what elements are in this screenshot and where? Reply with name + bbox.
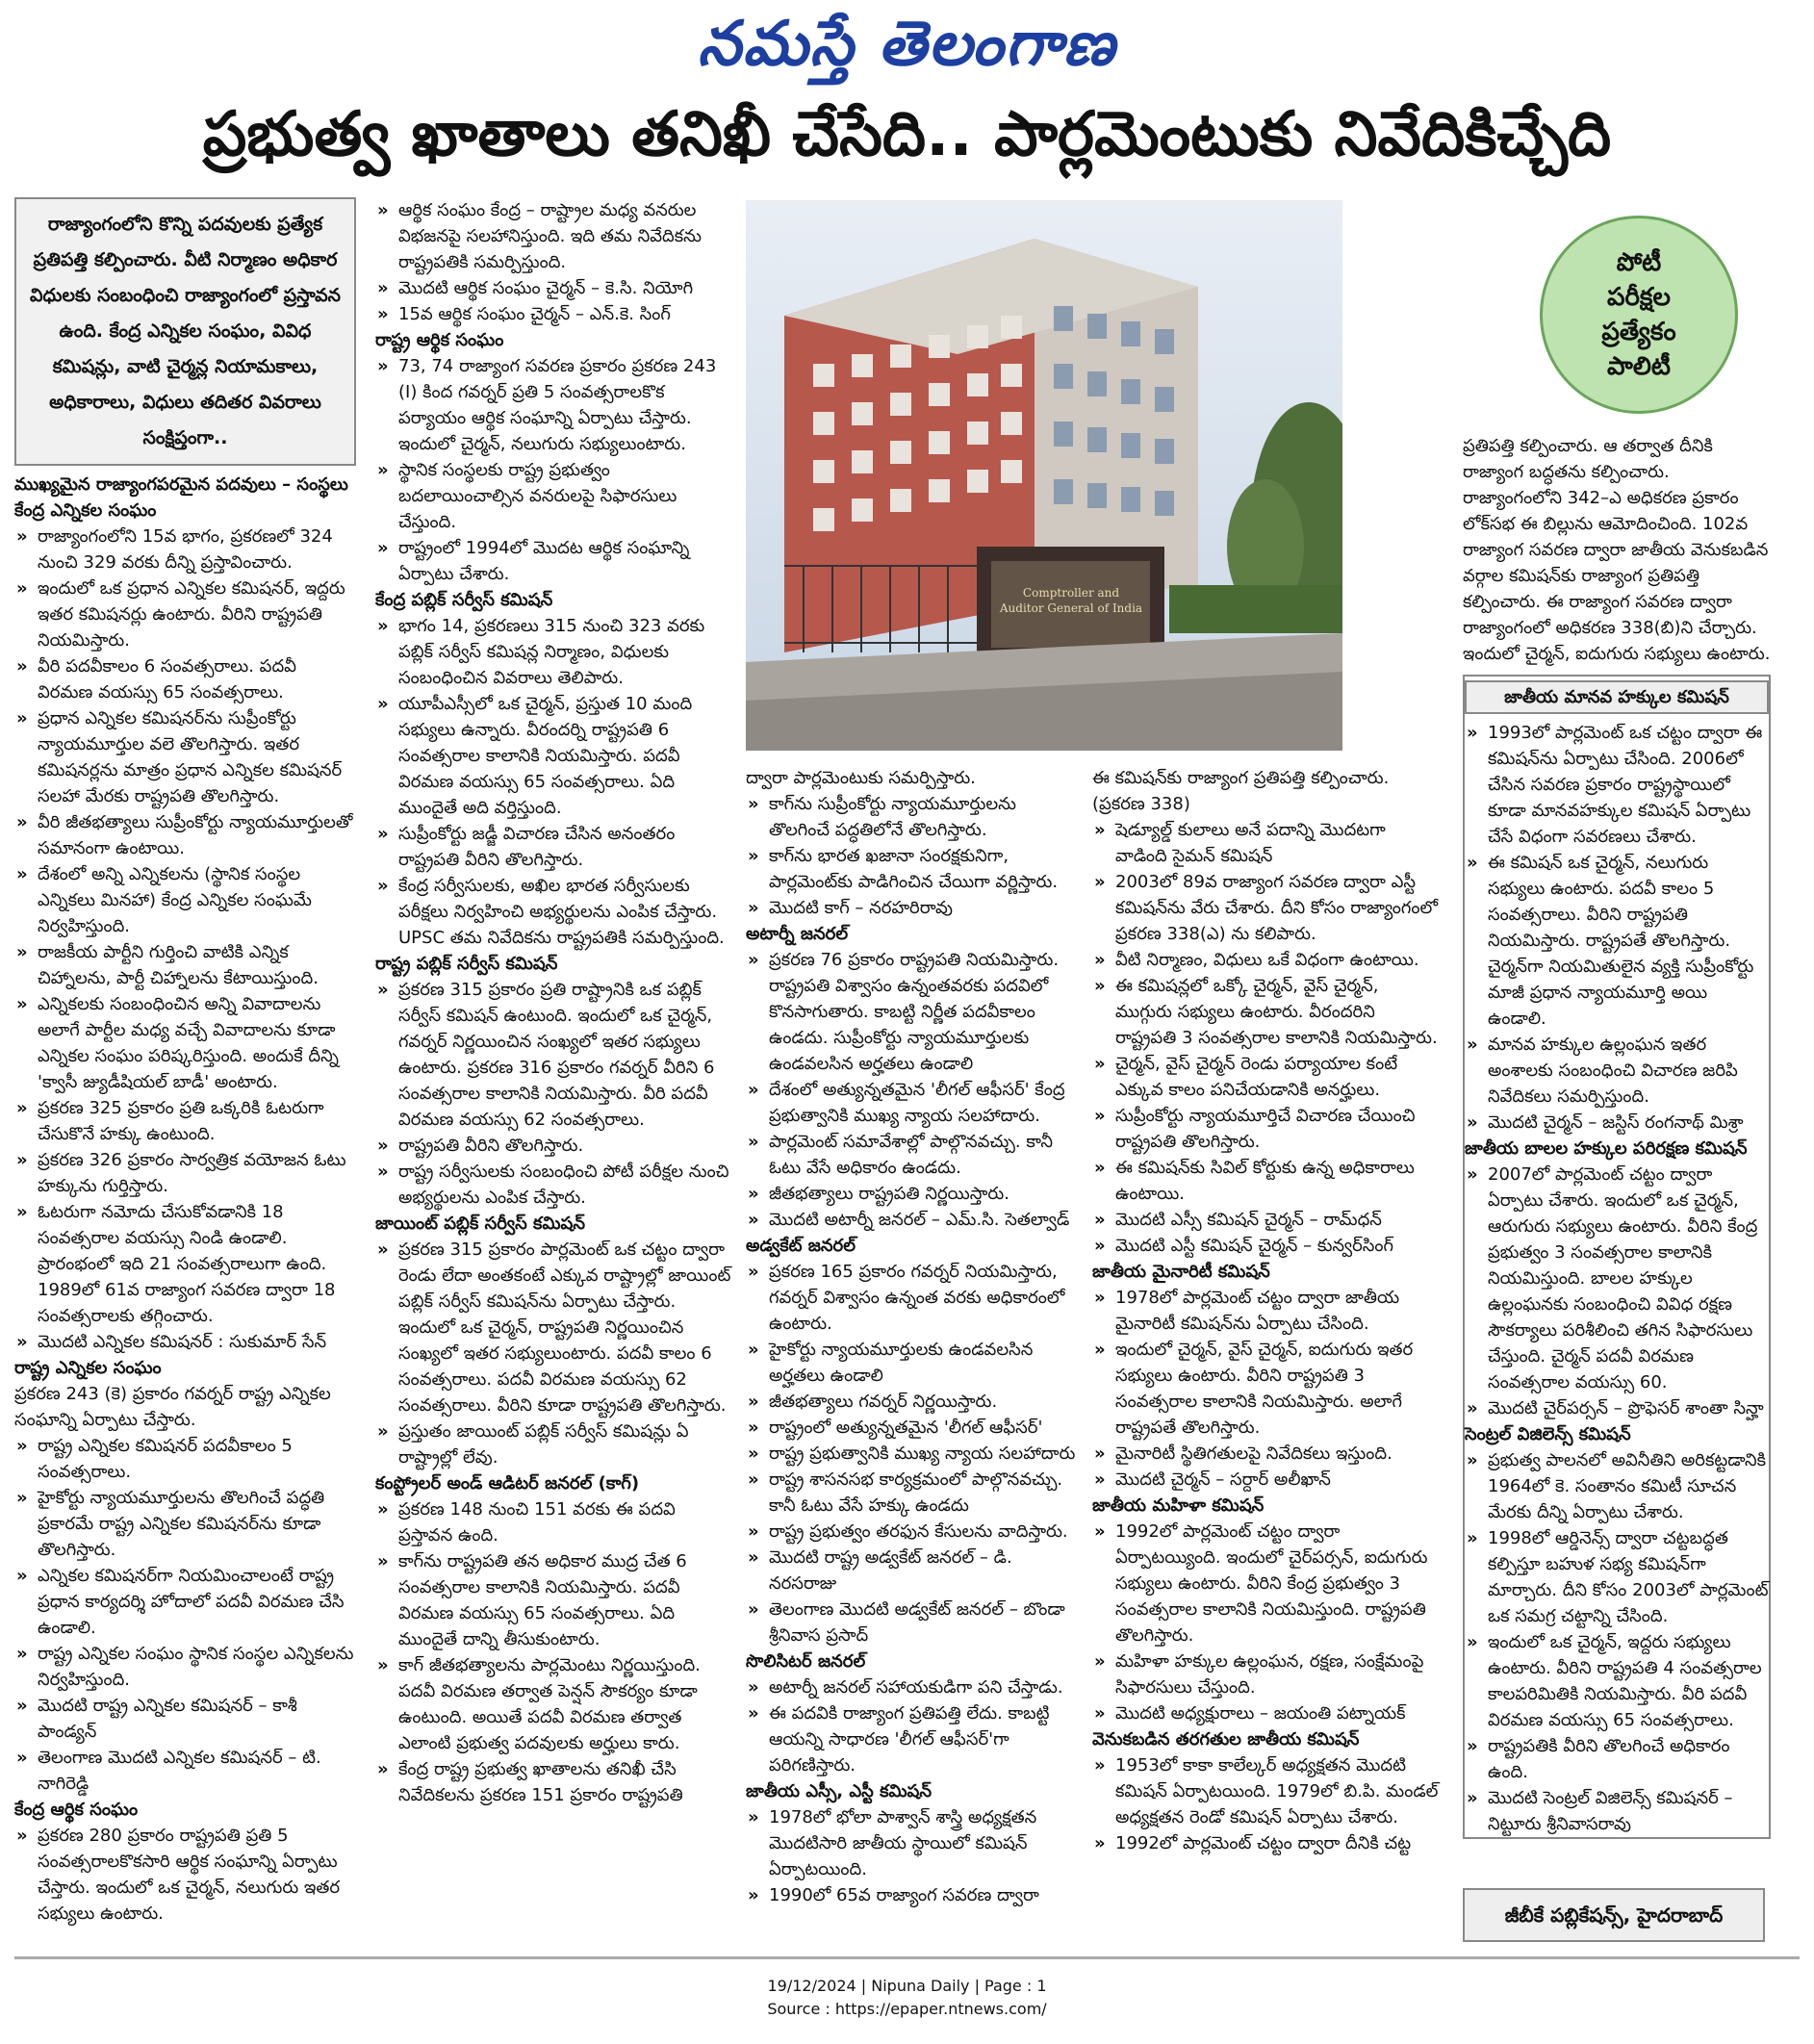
bullet-item: » అటార్నీ జనరల్ సహాయకుడిగా పని చేస్తాడు. (746, 1674, 1078, 1700)
bullet-item: » ప్రభుత్వ పాలనలో అవినీతిని అరికట్టడానికి 1964లో కె. సంతానం కమిటీ సూచన మేరకు దీన్ని ఏర్పాటు చేశారు. (1465, 1447, 1769, 1525)
bullet-item: » దేశంలో అత్యున్నతమైన 'లీగల్ ఆఫీసర్' కేంద్ర ప్రభుత్వానికి ముఖ్య న్యాయ సలహాదారు. (746, 1077, 1078, 1129)
bullet-item: » 1978లో పార్లమెంట్ చట్టం ద్వారా జాతీయ మైనారిటీ కమిషన్‌ను ఏర్పాటు చేసింది. (1092, 1285, 1439, 1337)
footer-divider (14, 1956, 1800, 1959)
bullet-item: » ప్రధాన ఎన్నికల కమిషనర్‌ను సుప్రీంకోర్టు న్యాయమూర్తుల వలె తొలగిస్తారు. ఇతర కమిషనర్లను మాత్రం ప్రధాన ఎన్నికల కమిషనర్ సలహా మేరకు రాష్ట్రపతి తొలగిస్తారు. (14, 705, 356, 809)
bullet-item: » మొదటి ఆర్థిక సంఘం చైర్మన్ – కె.సి. నియోగి (375, 275, 731, 301)
bullet-item: » ప్రకరణ 165 ప్రకారం గవర్నర్ నియమిస్తారు, గవర్నర్ విశ్వాసం ఉన్నంత వరకు అధికారంలో ఉంటారు. (746, 1259, 1078, 1337)
bullet-item: » రాజ్యాంగంలోని 15వ భాగం, ప్రకరణలో 324 నుంచి 329 వరకు దీన్ని ప్రస్తావించారు. (14, 524, 356, 575)
bullet-item: » 1998లో ఆర్డినెన్స్ ద్వారా చట్టబద్ధత కల్పిస్తూ బహుళ సభ్య కమిషన్‌గా మార్చారు. దీని కోసం 2003లో పార్లమెంట్ ఒక సమగ్ర చట్టాన్ని చేసింది. (1465, 1525, 1769, 1629)
bullet-item: » కాగ్‌ను సుప్రీంకోర్టు న్యాయమూర్తులను తొలగించే పద్ధతిలోనే తొలగిస్తారు. (746, 791, 1078, 843)
bullet-item: » పార్లమెంట్ సమావేశాల్లో పాల్గొనవచ్చు. కానీ ఓటు వేసే అధికారం ఉండదు. (746, 1129, 1078, 1181)
bullet-item: » ఈ పదవికి రాజ్యాంగ ప్రతిపత్తి లేదు. కాబట్టి ఆయన్ని సాధారణ 'లీగల్ ఆఫీసర్'గా పరిగణిస్తారు. (746, 1700, 1078, 1778)
bullet-item: » ప్రకరణ 76 ప్రకారం రాష్ట్రపతి నియమిస్తారు. రాష్ట్రపతి విశ్వాసం ఉన్నంతవరకు పదవిలో కొనసాగుతారు. కాబట్టి నిర్ణీత పదవీకాలం ఉండదు. సుప్రీంకోర్టు న్యాయమూర్తులకు ఉండవలసిన అర్హతలు ఉండాలి (746, 947, 1078, 1077)
bullet-item: » 2003లో 89వ రాజ్యాంగ సవరణ ద్వారా ఎస్టీ కమిషన్‌ను వేరు చేశారు. దీని కోసం రాజ్యాంగంలో ప్రకరణ 338(ఎ) ను కలిపారు. (1092, 869, 1439, 947)
bullet-item: » రాష్ట్రంలో అత్యున్నతమైన 'లీగల్ ఆఫీసర్' (746, 1415, 1078, 1441)
paragraph: ప్రకరణ 243 (కె) ప్రకారం గవర్నర్ రాష్ట్ర ఎన్నికల సంఘాన్ని ఏర్పాటు చేస్తారు. (14, 1384, 331, 1430)
bullet-item: » ప్రకరణ 325 ప్రకారం ప్రతి ఒక్కరికి ఓటరుగా చేసుకొనే హక్కు ఉంటుంది. (14, 1095, 356, 1147)
bullet-item: » కాగ్‌ను భారత ఖజానా సంరక్షకునిగా, పార్లమెంట్‌కు పాడిగించిన చేయిగా వర్ణిస్తారు. (746, 843, 1078, 895)
bullet-item: » రాష్ట్ర శాసనసభ కార్యక్రమంలో పాల్గొనవచ్చు. కానీ ఓటు వేసే హక్కు ఉండదు (746, 1467, 1078, 1519)
bullet-item: » రాజకీయ పార్టీని గుర్తించి వాటికి ఎన్నిక చిహ్నాలను, పార్టీ చిహ్నాలను కేటాయిస్తుంది. (14, 939, 356, 991)
footer-source-link[interactable]: Source : https://epaper.ntnews.com/ (767, 2000, 1047, 2018)
bullet-item: » 1992లో పార్లమెంట్ చట్టం ద్వారా దీనికి చట్ట (1092, 1830, 1439, 1856)
bullet-item: » భాగం 14, ప్రకరణలు 315 నుంచి 323 వరకు పబ్లిక్ సర్వీస్ కమిషన్ల నిర్మాణం, విధులకు సంబంధించిన వివరాలు తెలిపారు. (375, 613, 731, 691)
bullet-item: » 73, 74 రాజ్యాంగ సవరణ ప్రకారం ప్రకరణ 243 (I) కింద గవర్నర్ ప్రతి 5 సంవత్సరాలకొక పర్యాయం ఆర్థిక సంఘాన్ని ఏర్పాటు చేస్తారు. ఇందులో చైర్మన్, నలుగురు సభ్యులుంటారు. (375, 353, 731, 457)
bullet-item: » ఈ కమిషన్లలో ఒక్కో చైర్మన్, వైస్ చైర్మన్, ముగ్గురు సభ్యులు ఉంటారు. వీరందరిని రాష్ట్రపతి 3 సంవత్సరాల కాలానికి నియమిస్తారు. (1092, 973, 1439, 1051)
bullet-item: » ఎన్నికలకు సంబంధించిన అన్ని వివాదాలను అలాగే పార్టీల మధ్య వచ్చే వివాదాలను కూడా ఎన్నికల సంఘం పరిష్కరిస్తుంది. అందుకే దీన్ని 'క్వాసీ జ్యుడీషియల్ బాడీ' అంటారు. (14, 991, 356, 1095)
plaque-line-1: Comptroller and (1022, 586, 1120, 600)
bullet-item: » 2007లో పార్లమెంట్ చట్టం ద్వారా ఏర్పాటు చేశారు. ఇందులో ఒక చైర్మన్, ఆరుగురు సభ్యులు ఉంటారు. వీరిని కేంద్ర ప్రభుత్వం 3 సంవత్సరాల కాలానికి నియమిస్తుంది. బాలల హక్కుల ఉల్లంఘనకు సంబంధించి వివిధ రక్షణ సౌకర్యాలు పరిశీలించి తగిన సిఫారసులు చేస్తుంది. చైర్మన్ పదవీ విరమణ సంవత్సరాల వయస్సు 60. (1465, 1162, 1769, 1395)
section-heading: జాతీయ మహిళా కమిషన్ (1092, 1495, 1265, 1516)
section-heading: జాతీయ మైనారిటీ కమిషన్ (1092, 1262, 1270, 1282)
bullet-item: » ఈ కమిషన్ ఒక చైర్మన్, నలుగురు సభ్యులు ఉంటారు. పదవీ కాలం 5 సంవత్సరాలు. వీరిని రాష్ట్రపతి నియమిస్తారు. రాష్ట్రపతే తొలగిస్తారు. చైర్మన్‌గా నియమితులైన వ్యక్తి సుప్రీంకోర్టు మాజీ ప్రధాన న్యాయమూర్తి అయి ఉండాలి. (1465, 850, 1769, 1032)
column-5 (1463, 433, 1771, 1839)
bullet-item: » మొదటి కాగ్ – నరహరిరావు (746, 895, 1078, 921)
bullet-item: » జీతభత్యాలు రాష్ట్రపతి నిర్ణయిస్తారు. (746, 1181, 1078, 1207)
badge-line-1: పోటీ (1616, 248, 1662, 277)
bullet-item: » మైనారిటీ స్థితిగతులపై నివేదికలు ఇస్తుంది. (1092, 1441, 1439, 1467)
bullet-item: » మహిళా హక్కుల ఉల్లంఘన, రక్షణ, సంక్షేమంపై సిఫారసులు చేస్తుంది. (1092, 1648, 1439, 1700)
bullet-item: » రాష్ట్ర ఎన్నికల కమిషనర్ పదవీకాలం 5 సంవత్సరాలు. (14, 1433, 356, 1485)
section-heading: ముఖ్యమైన రాజ్యాంగపరమైన పదవులు – సంస్థలు కేంద్ర ఎన్నికల సంఘం (14, 474, 348, 521)
column-2 (375, 197, 731, 1808)
bullet-item: » తెలంగాణ మొదటి అడ్వకేట్ జనరల్ – బొండా శ్రీనివాస ప్రసాద్ (746, 1597, 1078, 1648)
bullet-item: » ప్రకరణ 148 నుంచి 151 వరకు ఈ పదవి ప్రస్తావన ఉంది. (375, 1496, 731, 1548)
building-illustration (746, 200, 1342, 751)
masthead-logo: నమస్తే తెలంగాణ (697, 8, 1117, 80)
footer-date-line: 19/12/2024 | Nipuna Daily | Page : 1 (767, 1977, 1047, 1995)
section-heading: జాయింట్ పబ్లిక్ సర్వీస్ కమిషన్ (375, 1214, 585, 1234)
badge-line-4: పాలిటీ (1607, 352, 1671, 381)
column-4 (1092, 765, 1439, 1856)
headline: ప్రభుత్వ ఖాతాలు తనిఖీ చేసేది.. పార్లమెంటుకు నివేదికిచ్చేది (202, 99, 1612, 170)
bullet-item: » మొదటి సెంట్రల్ విజిలెన్స్ కమిషనర్ – నిట్టూరు శ్రీనివాసరావు (1465, 1785, 1769, 1837)
bullet-item: » 1953లో కాకా కాలేల్కర్ అధ్యక్షతన మొదటి కమిషన్ ఏర్పాటయింది. 1979లో బి.పి. మండల్ అధ్యక్షతన రెండో కమిషన్ ఏర్పాటు చేశారు. (1092, 1752, 1439, 1830)
bullet-item: » రాష్ట్రపతికి వీరిని తొలగించే అధికారం ఉంది. (1465, 1733, 1769, 1785)
bullet-item: » ప్రకరణ 280 ప్రకారం రాష్ట్రపతి ప్రతి 5 సంవత్సరాలకొకసారి ఆర్థిక సంఘాన్ని ఏర్పాటు చేస్తారు. ఇందులో ఒక చైర్మన్, నలుగురు ఇతర సభ్యులు ఉంటారు. (14, 1823, 356, 1927)
special-badge (1540, 216, 1738, 414)
bullet-item: » రాష్ట్ర సర్వీసులకు సంబంధించి పోటీ పరీక్షల నుంచి అభ్యర్థులను ఎంపిక చేస్తారు. (375, 1159, 731, 1211)
bullet-item: » మొదటి అటార్నీ జనరల్ – ఎమ్.సి. సెతల్వాడ్ (746, 1207, 1078, 1233)
bullet-item: » ప్రస్తుతం జాయింట్ పబ్లిక్ సర్వీస్ కమిషన్లు ఏ రాష్ట్రాల్లో లేవు. (375, 1418, 731, 1470)
section-heading: కేంద్ర పబ్లిక్ సర్వీస్ కమిషన్ (375, 590, 553, 610)
paragraph: ప్రతిపత్తి కల్పించారు. ఆ తర్వాత దీనికి రాజ్యాంగ బద్ధతను కల్పించారు. రాజ్యాంగంలోని 342–ఎ అధికరణ ప్రకారం లోక్‌సభ ఈ బిల్లును ఆమోదించింది. 102వ రాజ్యాంగ సవరణ ద్వారా జాతీయ వెనుకబడిన వర్గాల కమిషన్‌కు రాజ్యాంగ ప్రతిపత్తి కల్పించారు. ఈ రాజ్యాంగ సవరణ ద్వారా రాజ్యాంగంలో అధికరణ 338(బి)ని చేర్చారు. ఇందులో చైర్మన్, ఐదుగురు సభ్యులు ఉంటారు. (1463, 436, 1771, 664)
bullet-item: » మొదటి ఎన్నికల కమిషనర్ : సుకుమార్ సేన్ (14, 1329, 356, 1355)
paragraph: ఈ కమిషన్‌కు రాజ్యాంగ ప్రతిపత్తి కల్పించారు. (ప్రకరణ 338) (1092, 768, 1390, 814)
bullet-item: » మొదటి ఎస్టీ కమిషన్ చైర్మన్ – కున్వర్‌సింగ్ (1092, 1233, 1439, 1259)
bullet-item: » మొదటి చైర్మన్ – సర్దార్ అలీఖాన్ (1092, 1467, 1439, 1493)
bullet-item: » ఆర్థిక సంఘం కేంద్ర – రాష్ట్రాల మధ్య వనరుల విభజనపై సలహానిస్తుంది. ఇది తమ నివేదికను రాష్ట్రపతికి సమర్పిస్తుంది. (375, 197, 731, 275)
bullet-item: » హైకోర్టు న్యాయమూర్తులకు ఉండవలసిన అర్హతలు ఉండాలి (746, 1337, 1078, 1389)
human-rights-box (1463, 675, 1771, 1839)
section-heading: జాతీయ ఎస్సీ, ఎస్టీ కమిషన్ (746, 1781, 932, 1801)
bullet-item: » వీరి జీతభత్యాలు సుప్రీంకోర్టు న్యాయమూర్తులతో సమానంగా ఉంటాయి. (14, 809, 356, 861)
bullet-item: » స్థానిక సంస్థలకు రాష్ట్ర ప్రభుత్వం బదలాయించాల్సిన వనరులపై సిఫారసులు చేస్తుంది. (375, 457, 731, 535)
paragraph: ద్వారా పార్లమెంటుకు సమర్పిస్తారు. (746, 768, 976, 788)
bullet-item: » జీతభత్యాలు గవర్నర్ నిర్ణయిస్తారు. (746, 1389, 1078, 1415)
bullet-item: » ప్రకరణ 315 ప్రకారం ప్రతి రాష్ట్రానికి ఒక పబ్లిక్ సర్వీస్ కమిషన్ ఉంటుంది. ఇందులో ఒక చైర్మన్, గవర్నర్ నిర్ణయించిన సంఖ్యలో ఇతర సభ్యులు ఉంటారు. ప్రకరణ 316 ప్రకారం గవర్నర్ వీరిని 6 సంవత్సరాల కాలానికి నియమిస్తారు. వీరి పదవీ విరమణ వయస్సు 62 సంవత్సరాలు. (375, 977, 731, 1133)
section-heading: రాష్ట్ర ఎన్నికల సంఘం (14, 1358, 162, 1378)
bullet-item: » రాష్ట్ర ప్రభుత్వం తరఫున కేసులను వాదిస్తారు. (746, 1519, 1078, 1545)
cag-building-photo (746, 200, 1342, 751)
bullet-item: » 1993లో పార్లమెంట్ ఒక చట్టం ద్వారా ఈ కమిషన్‌ను ఏర్పాటు చేసింది. 2006లో చేసిన సవరణ ప్రకారం రాష్ట్రస్థాయిలో కూడా మానవహక్కుల కమిషన్ ఏర్పాటు చేసే విధంగా సవరణలు చేశారు. (1465, 720, 1769, 850)
section-heading: వెనుకబడిన తరగతుల జాతీయ కమిషన్ (1092, 1729, 1360, 1750)
cag-plaque (994, 585, 1148, 616)
bullet-item: » తెలంగాణ మొదటి ఎన్నికల కమిషనర్ – టి. నాగిరెడ్డి (14, 1745, 356, 1797)
bullet-item: » హైకోర్టు న్యాయమూర్తులను తొలగించే పద్ధతి ప్రకారమే రాష్ట్ర ఎన్నికల కమిషనర్‌ను కూడా తొలగిస్తారు. (14, 1485, 356, 1563)
bullet-item: » మొదటి చైర్‌పర్సన్ – ప్రొఫెసర్ శాంతా సిన్హా (1465, 1395, 1769, 1421)
box-heading: జాతీయ మానవ హక్కుల కమిషన్ (1465, 680, 1769, 714)
bullet-item: » యూపీఎస్సీలో ఒక చైర్మన్, ప్రస్తుత 10 మంది సభ్యులు ఉన్నారు. వీరందర్ని రాష్ట్రపతి 6 సంవత్సరాల కాలానికి నియమిస్తారు. పదవీ విరమణ వయస్సు 65 సంవత్సరాలు. ఏది ముందైతే అది వర్తిస్తుంది. (375, 691, 731, 821)
bullet-item: » సుప్రీంకోర్టు న్యాయమూర్తిచే విచారణ చేయించి రాష్ట్రపతి తొలగిస్తారు. (1092, 1103, 1439, 1155)
bullet-item: » రాష్ట్ర ఎన్నికల సంఘం స్థానిక సంస్థల ఎన్నికలను నిర్వహిస్తుంది. (14, 1641, 356, 1693)
bullet-item: » రాష్ట్రంలో 1994లో మొదట ఆర్థిక సంఘాన్ని ఏర్పాటు చేశారు. (375, 535, 731, 587)
intro-box: రాజ్యాంగంలోని కొన్ని పదవులకు ప్రత్యేక ప్రతిపత్తి కల్పించారు. వీటి నిర్మాణం అధికార విధులకు సంబంధించి రాజ్యాంగంలో ప్రస్తావన ఉంది. కేంద్ర ఎన్నికల సంఘం, వివిధ కమిషన్లు, వాటి చైర్మన్ల నియామకాలు, అధికారాలు, విధులు తదితర వివరాలు సంక్షిప్తంగా.. (14, 197, 356, 466)
bullet-item: » 15వ ఆర్థిక సంఘం చైర్మన్ – ఎన్.కె. సింగ్ (375, 301, 731, 327)
bullet-item: » ఇందులో చైర్మన్, వైస్ చైర్మన్, ఐదుగురు ఇతర సభ్యులు ఉంటారు. వీరిని రాష్ట్రపతి 3 సంవత్సరాల కాలానికి నియమిస్తారు. అలాగే రాష్ట్రపతే తొలగిస్తారు. (1092, 1337, 1439, 1441)
bullet-item: » షెడ్యూల్డ్ కులాలు అనే పదాన్ని మొదటగా వాడింది సైమన్ కమిషన్ (1092, 817, 1439, 869)
bullet-item: » ఎన్నికల కమిషనర్‌గా నియమించాలంటే రాష్ట్ర ప్రధాన కార్యదర్శి హోదాలో పదవీ విరమణ చేసి ఉండాలి. (14, 1563, 356, 1641)
bullet-item: » 1992లో పార్లమెంట్ చట్టం ద్వారా ఏర్పాటయ్యింది. ఇందులో చైర్‌పర్సన్, ఐదుగురు సభ్యులు ఉంటారు. వీరిని కేంద్ర ప్రభుత్వం 3 సంవత్సరాల కాలానికి నియమిస్తుంది. రాష్ట్రపతి తొలగిస్తారు. (1092, 1519, 1439, 1648)
bullet-item: » ప్రకరణ 315 ప్రకారం పార్లమెంట్ ఒక చట్టం ద్వారా రెండు లేదా అంతకంటే ఎక్కువ రాష్ట్రాల్లో జాయింట్ పబ్లిక్ సర్వీస్ కమిషన్‌ను ఏర్పాటు చేస్తారు. ఇందులో ఒక చైర్మన్, రాష్ట్రపతి నిర్ణయించిన సంఖ్యలో ఇతర సభ్యులుంటారు. పదవీ కాలం 6 సంవత్సరాలు. పదవీ విరమణ వయస్సు 62 సంవత్సరాలు. వీరిని కూడా రాష్ట్రపతి తొలగిస్తారు. (375, 1237, 731, 1418)
section-heading: రాష్ట్ర ఆర్థిక సంఘం (375, 330, 504, 350)
bullet-item: » ఇందులో ఒక ప్రధాన ఎన్నికల కమిషనర్, ఇద్దరు ఇతర కమిషనర్లు ఉంటారు. వీరిని రాష్ట్రపతి నియమిస్తారు. (14, 575, 356, 653)
badge-line-2: పరీక్షల (1607, 283, 1671, 312)
plaque-line-2: Auditor General of India (999, 601, 1143, 615)
bullet-item: » చైర్మన్, వైస్ చైర్మన్ రెండు పర్యాయాల కంటే ఎక్కువ కాలం పనిచేయడానికి అనర్హులు. (1092, 1051, 1439, 1103)
section-heading: జాతీయ బాలల హక్కుల పరిరక్షణ కమిషన్ (1465, 1138, 1748, 1159)
bullet-item: » వీటి నిర్మాణం, విధులు ఒకే విధంగా ఉంటాయి. (1092, 947, 1439, 973)
bullet-item: » సుప్రీంకోర్టు జడ్జీ విచారణ చేసిన అనంతరం రాష్ట్రపతి వీరిని తొలగిస్తారు. (375, 821, 731, 873)
page-footer (0, 1975, 1814, 2021)
bullet-item: » వీరి పదవీకాలం 6 సంవత్సరాలు. పదవీ విరమణ వయస్సు 65 సంవత్సరాలు. (14, 653, 356, 705)
bullet-item: » ఈ కమిషన్‌కు సివిల్ కోర్టుకు ఉన్న అధికారాలు ఉంటాయి. (1092, 1155, 1439, 1207)
section-heading: సెంట్రల్ విజిలెన్స్ కమిషన్ (1465, 1424, 1631, 1444)
bullet-item: » మొదటి ఎస్సీ కమిషన్ చైర్మన్ – రామ్‌ధన్ (1092, 1207, 1439, 1233)
section-heading: రాష్ట్ర పబ్లిక్ సర్వీస్ కమిషన్ (375, 954, 558, 974)
bullet-item: » కాగ్ జీతభత్యాలను పార్లమెంటు నిర్ణయిస్తుంది. పదవీ విరమణ తర్వాత పెన్షన్ సౌకర్యం కూడా ఉంటుంది. అయితే పదవీ విరమణ తర్వాత ఎలాంటి ప్రభుత్వ పదవులకు అర్హులు కారు. (375, 1652, 731, 1756)
bullet-item: » మానవ హక్కుల ఉల్లంఘన ఇతర అంశాలకు సంబంధించి విచారణ జరిపి నివేదికలు సమర్పిస్తుంది. (1465, 1032, 1769, 1110)
section-heading: అటార్నీ జనరల్ (746, 924, 849, 944)
section-heading: సొలిసిటర్ జనరల్ (746, 1651, 866, 1672)
column-3 (746, 765, 1078, 1908)
bullet-item: » మొదటి రాష్ట్ర ఎన్నికల కమిషనర్ – కాశీ పాండ్యన్ (14, 1693, 356, 1745)
bullet-item: » కేంద్ర రాష్ట్ర ప్రభుత్వ ఖాతాలను తనిఖీ చేసి నివేదికలను ప్రకరణ 151 ప్రకారం రాష్ట్రపతి (375, 1756, 731, 1808)
bullet-item: » కాగ్‌ను రాష్ట్రపతి తన అధికార ముద్ర చేత 6 సంవత్సరాల కాలానికి నియమిస్తారు. పదవీ విరమణ వయస్సు 65 సంవత్సరాలు. ఏది ముందైతే దాన్ని తీసుకుంటారు. (375, 1548, 731, 1652)
bullet-item: » మొదటి చైర్మన్ – జస్టిస్ రంగనాథ్ మిశ్రా (1465, 1110, 1769, 1136)
bullet-item: » కేంద్ర సర్వీసులకు, అఖిల భారత సర్వీసులకు పరీక్షలు నిర్వహించి అభ్యర్థులను ఎంపిక చేస్తారు. UPSC తమ నివేదికను రాష్ట్రపతికి సమర్పిస్తుంది. (375, 873, 731, 951)
bullet-item: » మొదటి అధ్యక్షురాలు – జయంతి పట్నాయక్ (1092, 1700, 1439, 1726)
section-heading: అడ్వకేట్ జనరల్ (746, 1236, 856, 1256)
column-1 (14, 197, 356, 1927)
bullet-item: » దేశంలో అన్ని ఎన్నికలను (స్థానిక సంస్థల ఎన్నికలు మినహా) కేంద్ర ఎన్నికల సంఘమే నిర్వహిస్తుంది. (14, 861, 356, 939)
bullet-item: » ప్రకరణ 326 ప్రకారం సార్వత్రిక వయోజన ఓటు హక్కును గుర్తిస్తారు. (14, 1147, 356, 1199)
bullet-item: » 1978లో భోలా పాశ్వాన్ శాస్త్రి అధ్యక్షతన మొదటిసారి జాతీయ స్థాయిలో కమిషన్ ఏర్పాటయింది. (746, 1804, 1078, 1882)
publisher-credit: జీబీకే పబ్లికేషన్స్, హైదరాబాద్ (1463, 1888, 1765, 1942)
bullet-item: » 1990లో 65వ రాజ్యాంగ సవరణ ద్వారా (746, 1882, 1078, 1908)
section-heading: కంప్ట్రోలర్ అండ్ ఆడిటర్ జనరల్ (కాగ్) (375, 1473, 640, 1494)
bullet-item: » ఓటరుగా నమోదు చేసుకోవడానికి 18 సంవత్సరాల వయస్సు నిండి ఉండాలి. ప్రారంభంలో ఇది 21 సంవత్సరాలుగా ఉంది. 1989లో 61వ రాజ్యాంగ సవరణ ద్వారా 18 సంవత్సరాలకు తగ్గించారు. (14, 1199, 356, 1329)
section-heading: కేంద్ర ఆర్థిక సంఘం (14, 1800, 139, 1820)
bullet-item: » మొదటి రాష్ట్ర అడ్వకేట్ జనరల్ – డి. నరసరాజు (746, 1545, 1078, 1597)
bullet-item: » ఇందులో ఒక చైర్మన్, ఇద్దరు సభ్యులు ఉంటారు. వీరిని రాష్ట్రపతి 4 సంవత్సరాల కాలపరిమితికి నియమిస్తారు. వీరి పదవీ విరమణ వయస్సు 65 సంవత్సరాలు. (1465, 1629, 1769, 1733)
bullet-item: » రాష్ట్ర ప్రభుత్వానికి ముఖ్య న్యాయ సలహాదారు (746, 1441, 1078, 1467)
bullet-item: » రాష్ట్రపతి వీరిని తొలగిస్తారు. (375, 1133, 731, 1159)
badge-line-3: ప్రత్యేకం (1601, 318, 1676, 346)
